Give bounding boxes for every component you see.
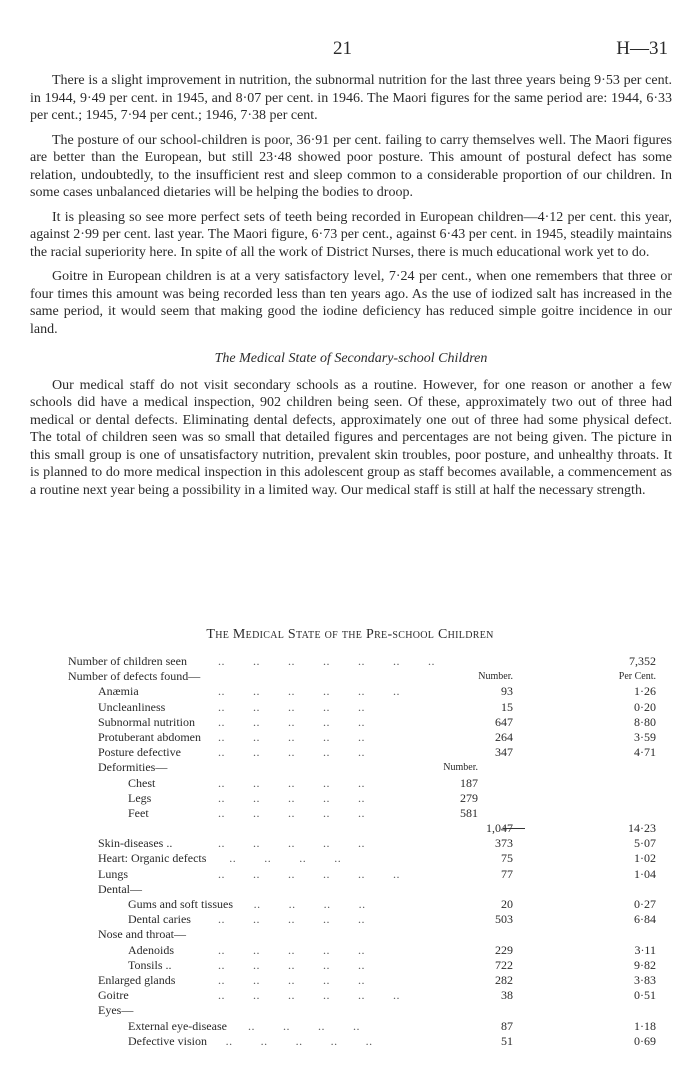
leader-dots: .. .. .. .. .. ..	[218, 866, 400, 881]
leader-dots: .. .. .. .. .. .. ..	[218, 654, 435, 668]
row-label: Number of children seen	[68, 654, 187, 668]
leader-dots: .. .. .. .. .. ..	[218, 684, 400, 699]
paragraph-teeth: It is pleasing so see more perfect sets of teeth being recorded in European children—4·12 per cent. this year, against 2·99 per cent. last year. The Maori figure, 6·73 per cent., against 6·43 per cent. in 1945, steadily maintains the racial superiority here. In spite of all the work of District Nurses, there is much educational work yet to do.	[30, 209, 672, 260]
table-row	[68, 700, 668, 715]
row-label: Dental caries	[128, 912, 191, 927]
row-label: Feet	[128, 805, 149, 820]
subtotal-rule	[503, 828, 525, 829]
percent-cell: 8·80	[634, 714, 656, 729]
percent-cell: 1·04	[634, 866, 656, 881]
number-cell: 87	[501, 1018, 513, 1033]
leader-dots: .. .. .. .. ..	[218, 942, 365, 957]
percent-cell: 4·71	[634, 745, 656, 760]
table-row	[68, 776, 668, 791]
row-label: External eye-disease	[128, 1018, 227, 1033]
body-text	[30, 72, 672, 506]
number-cell: 75	[501, 851, 513, 866]
row-label: Skin-diseases ..	[98, 836, 173, 851]
percent-cell: 1·26	[634, 684, 656, 699]
table-row	[68, 882, 668, 897]
leader-dots: .. .. .. ..	[229, 851, 342, 866]
table-row	[68, 730, 668, 745]
table-row	[68, 669, 668, 684]
row-label: Defective vision	[128, 1033, 207, 1048]
number-cell: 503	[495, 912, 513, 927]
number-cell: 647	[495, 714, 513, 729]
table-row	[68, 943, 668, 958]
leader-dots: .. .. .. .. ..	[218, 805, 365, 820]
number-cell: 20	[501, 897, 513, 911]
row-label: Protuberant abdomen	[98, 729, 201, 744]
table-row	[68, 958, 668, 973]
leader-dots: .. .. .. ..	[253, 897, 366, 911]
table-row	[68, 684, 668, 699]
leader-dots: .. .. .. .. ..	[218, 790, 365, 805]
leader-dots: .. .. .. .. ..	[218, 972, 365, 987]
paragraph-nutrition: There is a slight improvement in nutrition, the subnormal nutrition for the last three years being 9·53 per cent. in 1944, 9·49 per cent. in 1945, and 8·07 per cent. in 1946. The Maori figures for the same period are: 1944, 6·33 per cent.; 1945, 7·94 per cent.; 1946, 7·38 per cent.	[30, 73, 672, 123]
percent-cell: 0·20	[634, 699, 656, 714]
table-row	[68, 1003, 668, 1018]
leader-dots: .. .. .. .. .. ..	[218, 988, 400, 1003]
table-row	[68, 791, 668, 806]
number-cell: 722	[495, 957, 513, 972]
leader-dots: .. .. .. .. ..	[218, 729, 365, 744]
percent-cell: 7,352	[629, 654, 656, 668]
row-label: Uncleanliness	[98, 699, 166, 714]
percent-cell: 5·07	[634, 836, 656, 851]
section-heading: The Medical State of Secondary-school Children	[214, 351, 488, 366]
percent-cell: 0·69	[634, 1033, 656, 1048]
row-label: Tonsils ..	[128, 957, 172, 972]
row-label: Dental—	[98, 881, 142, 896]
number-cell: Number.	[478, 671, 513, 683]
row-label: Nose and throat—	[98, 927, 186, 942]
table-row	[68, 821, 668, 836]
percent-cell: 0·27	[634, 897, 656, 911]
table-title: The Medical State of the Pre-school Children	[206, 627, 494, 642]
leader-dots: .. .. .. .. ..	[225, 1033, 373, 1048]
table-row	[68, 867, 668, 882]
row-label: Gums and soft tissues	[128, 897, 233, 911]
row-label: Adenoids	[128, 942, 174, 957]
row-label: Posture defective	[98, 745, 181, 760]
leader-dots: .. .. .. .. ..	[218, 714, 365, 729]
percent-cell: 3·59	[634, 729, 656, 744]
percent-cell: 9·82	[634, 957, 656, 972]
row-label: Eyes—	[98, 1003, 134, 1018]
table-row	[68, 806, 668, 821]
table-row	[68, 1019, 668, 1034]
percent-cell: 3·11	[634, 942, 656, 957]
table-row	[68, 745, 668, 760]
table-row	[68, 973, 668, 988]
number-cell: 229	[495, 942, 513, 957]
number-cell: 38	[501, 988, 513, 1003]
pre-school-table	[68, 654, 668, 1049]
percent-cell: 0·51	[634, 988, 656, 1003]
paragraph-goitre: Goitre in European children is at a very satisfactory level, 7·24 per cent., when one remembers that three or four times this amount was being recorded less than ten years ago. As the use of iodized salt has increased in the same period, it would seem that making good the iodine deficiency has reduced simple goitre incidence in our land.	[30, 269, 672, 337]
sub-number-cell: 187	[460, 775, 478, 790]
row-label: Heart: Organic defects	[98, 851, 207, 866]
percent-cell: 3·83	[634, 972, 656, 987]
row-label: Enlarged glands	[98, 972, 176, 987]
number-cell: 51	[501, 1033, 513, 1048]
row-label: Deformities—	[98, 760, 168, 775]
page-reference: H—31	[616, 38, 668, 59]
number-cell: 264	[495, 729, 513, 744]
leader-dots: .. .. .. .. ..	[218, 745, 365, 760]
leader-dots: .. .. .. .. ..	[218, 699, 365, 714]
number-cell: 15	[501, 699, 513, 714]
leader-dots: .. .. .. ..	[248, 1018, 360, 1033]
table-row	[68, 715, 668, 730]
sub-number-cell: Number.	[443, 762, 478, 774]
paragraph-secondary-schools: Our medical staff do not visit secondary schools as a routine. However, for one reason or another a few schools did have a medical inspection, 902 children being seen. Of these, approximately two out of three had medical or dental defects. Eliminating dental defects, approximately one out of three had some physical defect. The total of children seen was so small that detailed figures and percentages are not being given. The picture in this small group is one of unsatisfactory nutrition, prevalent skin troubles, poor posture, and unhealthy throats. It is planned to do more medical inspection in this adolescent group as staff becomes available, a commencement as a routine next year being a possibility in a limited way. Our medical staff is still at half the necessary strength.	[30, 377, 672, 498]
page-number: 21	[333, 38, 352, 59]
table-row	[68, 912, 668, 927]
table-row	[68, 988, 668, 1003]
percent-cell: Per Cent.	[618, 671, 656, 683]
row-label: Lungs	[98, 866, 128, 881]
row-label: Subnormal nutrition	[98, 714, 195, 729]
number-cell: 373	[495, 836, 513, 851]
percent-cell: 1·02	[634, 851, 656, 866]
table-row	[68, 927, 668, 942]
row-label: Chest	[128, 775, 156, 790]
sub-number-cell: 581	[460, 805, 478, 820]
table-row	[68, 897, 668, 912]
table-row	[68, 836, 668, 851]
row-label: Anæmia	[98, 684, 139, 699]
percent-cell: 6·84	[634, 912, 656, 927]
number-cell: 93	[501, 684, 513, 699]
number-cell: 77	[501, 866, 513, 881]
sub-number-cell: 279	[460, 790, 478, 805]
row-label: Legs	[128, 790, 152, 805]
row-label: Number of defects found—	[68, 669, 201, 684]
leader-dots: .. .. .. .. ..	[218, 957, 365, 972]
table-row	[68, 851, 668, 866]
percent-cell: 1·18	[634, 1018, 656, 1033]
number-cell: 282	[495, 972, 513, 987]
row-label: Goitre	[98, 988, 129, 1003]
number-cell: 1,047	[486, 821, 513, 836]
leader-dots: .. .. .. .. ..	[218, 836, 365, 851]
table-row	[68, 1034, 668, 1049]
number-cell: 347	[495, 745, 513, 760]
leader-dots: .. .. .. .. ..	[218, 912, 365, 927]
table-row	[68, 654, 668, 669]
table-row	[68, 760, 668, 775]
paragraph-posture: The posture of our school-children is poor, 36·91 per cent. failing to carry themselves well. The Maori figures are better than the European, but still 23·48 showed poor posture. This amount of postural defect has some relation, undoubtedly, to the insufficient rest and sleep common to a considerable proportion of our children. In some cases unbalanced dietaries will be helping the bodies to droop.	[30, 132, 672, 200]
leader-dots: .. .. .. .. ..	[218, 775, 365, 790]
percent-cell: 14·23	[628, 821, 656, 836]
